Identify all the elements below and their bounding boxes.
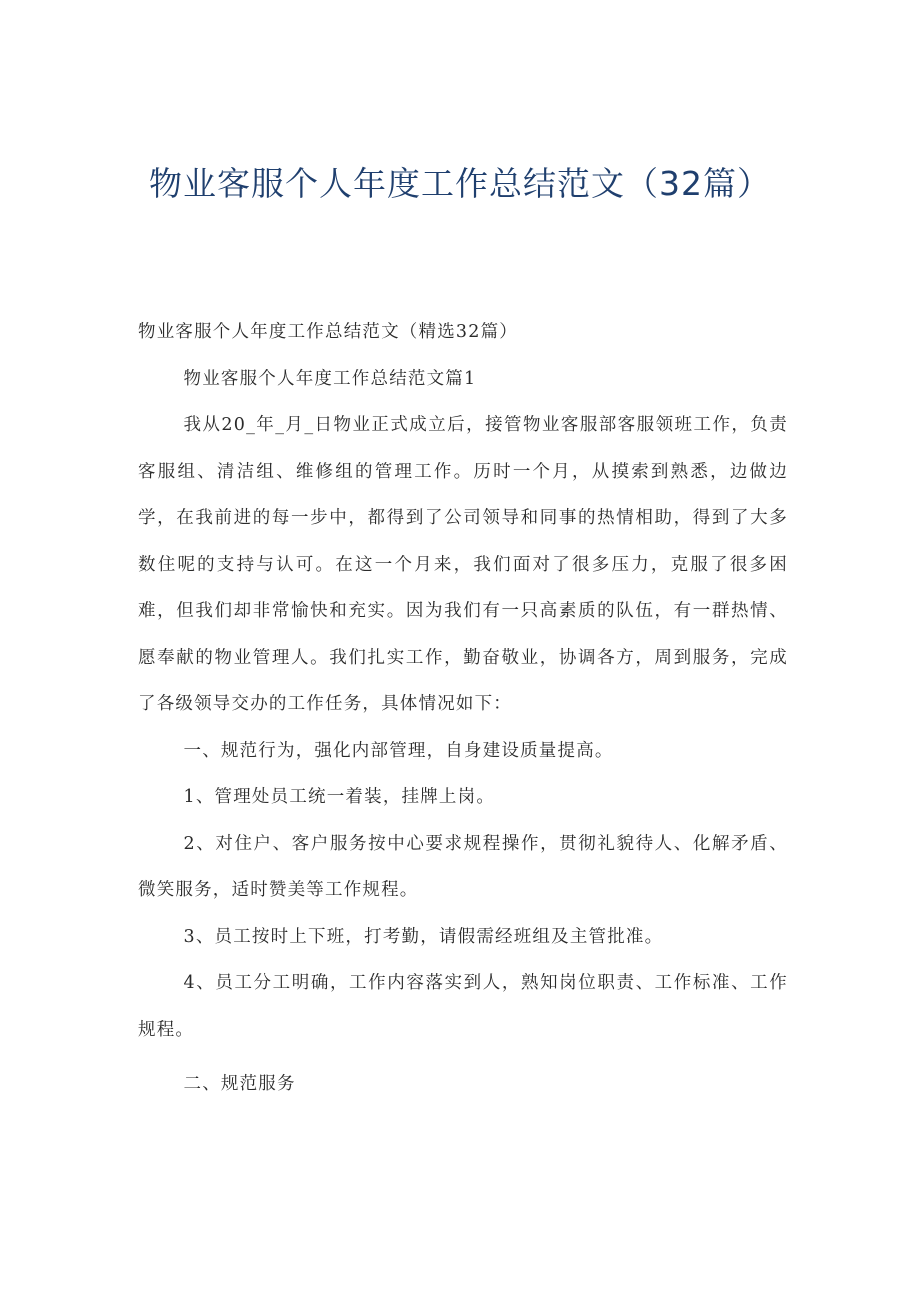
document-subtitle: 物业客服个人年度工作总结范文（精选32篇） xyxy=(138,322,518,342)
paragraph-item-1: 1、管理处员工统一着装，挂牌上岗。 xyxy=(183,787,496,807)
paragraph-item-3: 3、员工按时上下班，打考勤，请假需经班组及主管批准。 xyxy=(183,926,664,947)
paragraph-section-two: 二、规范服务 xyxy=(183,1074,296,1094)
paragraph-item-4: 4、员工分工明确，工作内容落实到人，熟知岗位职责、工作标准、工作规程。 xyxy=(138,973,788,1040)
document-body xyxy=(138,309,788,1108)
paragraph-section-one: 一、规范行为，强化内部管理，自身建设质量提高。 xyxy=(183,740,614,761)
section-heading: 物业客服个人年度工作总结范文篇1 xyxy=(183,368,477,389)
paragraph-item-2: 2、对住户、客户服务按中心要求规程操作，贯彻礼貌待人、化解矛盾、微笑服务，适时赞美等工作规程。 xyxy=(138,833,788,900)
document-title: 物业客服个人年度工作总结范文（32篇） xyxy=(149,164,771,203)
paragraph-intro: 我从20_年_月_日物业正式成立后，接管物业客服部客服领班工作，负责客服组、清洁组、维修组的管理工作。历时一个月，从摸索到熟悉，边做边学，在我前进的每一步中，都得到了公司领导和同事的热情相助，得到了大多数住呢的支持与认可。在这一个月来，我们面对了很多压力，克服了很多困难，但我们却非常愉快和充实。因为我们有一只高素质的队伍，有一群热情、愿奉献的物业管理人。我们扎实工作，勤奋敬业，协调各方，周到服务，完成了各级领导交办的工作任务，具体情况如下： xyxy=(138,415,788,714)
